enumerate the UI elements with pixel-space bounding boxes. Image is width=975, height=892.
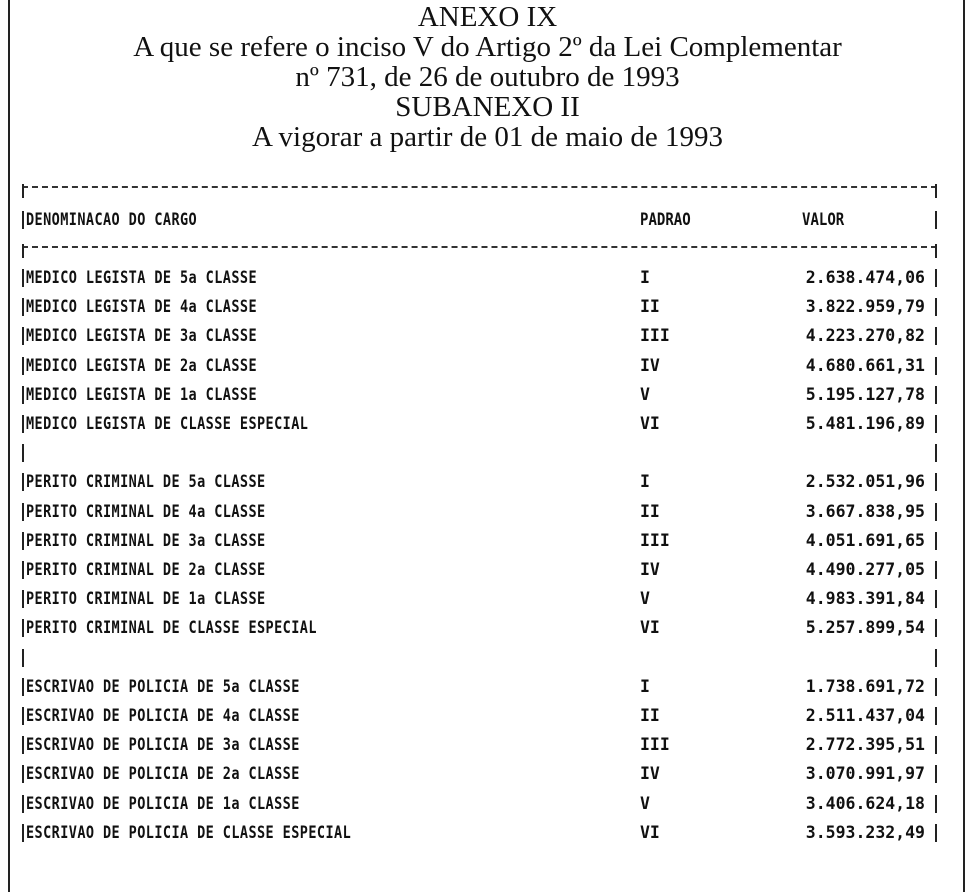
cell-padrao: I <box>640 268 650 287</box>
cell-valor: 3.070.991,97 <box>805 764 925 784</box>
table-row <box>22 295 937 319</box>
cell-padrao: IV <box>640 355 660 375</box>
cell-cargo: MEDICO LEGISTA DE 5a CLASSE <box>26 268 258 287</box>
cell-padrao: IV <box>640 560 660 579</box>
cell-padrao: II <box>640 706 660 725</box>
table-row <box>22 412 937 436</box>
cell-padrao: III <box>640 530 670 550</box>
cell-padrao: VI <box>640 822 660 842</box>
cell-valor: 3.822.959,79 <box>805 297 925 317</box>
table-row <box>22 470 937 494</box>
cell-padrao: II <box>640 501 660 521</box>
cell-padrao: VI <box>640 414 660 433</box>
cell-cargo: MEDICO LEGISTA DE 2a CLASSE <box>26 355 258 375</box>
table-row <box>22 441 937 465</box>
cell-cargo: ESCRIVAO DE POLICIA DE 2a CLASSE <box>26 764 300 784</box>
table-row <box>22 354 937 378</box>
annex-law-date: nº 731, de 26 de outubro de 1993 <box>295 61 680 93</box>
cell-valor: 2.638.474,06 <box>805 268 925 287</box>
table-top-rule <box>22 186 937 188</box>
column-header-padrao: PADRAO <box>640 210 691 229</box>
cell-valor: 4.983.391,84 <box>805 589 925 609</box>
table-header-rule <box>22 246 937 248</box>
table-row <box>22 266 937 290</box>
table-row <box>22 762 937 786</box>
cell-padrao: V <box>640 793 650 813</box>
cell-valor: 4.680.661,31 <box>805 355 925 375</box>
table-row <box>22 821 937 845</box>
cell-valor: 2.772.395,51 <box>805 735 925 755</box>
cell-valor: 4.051.691,65 <box>805 530 925 550</box>
cell-cargo: PERITO CRIMINAL DE CLASSE ESPECIAL <box>26 618 317 638</box>
table-row <box>22 324 937 348</box>
cell-padrao: IV <box>640 764 660 784</box>
cell-valor: 3.406.624,18 <box>805 793 925 813</box>
cell-cargo: PERITO CRIMINAL DE 5a CLASSE <box>26 472 266 492</box>
cell-cargo: ESCRIVAO DE POLICIA DE 1a CLASSE <box>26 793 300 813</box>
cell-cargo: MEDICO LEGISTA DE 3a CLASSE <box>26 326 258 346</box>
cell-padrao: II <box>640 297 660 317</box>
cell-cargo: PERITO CRIMINAL DE 3a CLASSE <box>26 530 266 550</box>
annex-reference: A que se refere o inciso V do Artigo 2º da Lei Complementar <box>133 31 842 63</box>
cell-padrao: V <box>640 589 650 609</box>
cell-valor: 4.490.277,05 <box>805 560 925 579</box>
cell-padrao: III <box>640 326 670 346</box>
effective-date: A vigorar a partir de 01 de maio de 1993 <box>251 121 724 153</box>
cell-cargo: MEDICO LEGISTA DE 4a CLASSE <box>26 297 258 317</box>
table-row <box>22 616 937 640</box>
annex-title: ANEXO IX <box>417 1 558 33</box>
table-header-row <box>22 208 937 232</box>
table-row <box>22 500 937 524</box>
cell-cargo: ESCRIVAO DE POLICIA DE CLASSE ESPECIAL <box>26 822 352 842</box>
cell-cargo: PERITO CRIMINAL DE 2a CLASSE <box>26 560 266 579</box>
column-header-cargo: DENOMINACAO DO CARGO <box>26 210 198 229</box>
cell-cargo: ESCRIVAO DE POLICIA DE 5a CLASSE <box>26 676 300 696</box>
cell-padrao: V <box>640 384 650 404</box>
cell-cargo: PERITO CRIMINAL DE 1a CLASSE <box>26 589 266 609</box>
table-row <box>22 733 937 757</box>
cell-padrao: VI <box>640 618 660 638</box>
table-row <box>22 792 937 816</box>
cell-padrao: I <box>640 676 650 696</box>
cell-cargo: ESCRIVAO DE POLICIA DE 4a CLASSE <box>26 706 300 725</box>
table-row <box>22 529 937 553</box>
cell-padrao: III <box>640 735 670 755</box>
cell-valor: 1.738.691,72 <box>805 676 925 696</box>
table-row <box>22 675 937 699</box>
cell-valor: 5.195.127,78 <box>805 384 925 404</box>
cell-valor: 3.593.232,49 <box>805 822 925 842</box>
cell-valor: 5.481.196,89 <box>805 414 925 433</box>
table-row <box>22 646 937 670</box>
column-header-valor: VALOR <box>802 210 845 229</box>
cell-valor: 4.223.270,82 <box>805 326 925 346</box>
table-row <box>22 558 937 582</box>
cell-cargo: MEDICO LEGISTA DE CLASSE ESPECIAL <box>26 414 309 433</box>
cell-cargo: ESCRIVAO DE POLICIA DE 3a CLASSE <box>26 735 300 755</box>
cell-valor: 3.667.838,95 <box>805 501 925 521</box>
cell-cargo: MEDICO LEGISTA DE 1a CLASSE <box>26 384 258 404</box>
cell-valor: 5.257.899,54 <box>805 618 925 638</box>
table-row <box>22 383 937 407</box>
subannex-title: SUBANEXO II <box>395 91 580 123</box>
cell-valor: 2.532.051,96 <box>805 472 925 492</box>
cell-padrao: I <box>640 472 650 492</box>
table-row <box>22 704 937 728</box>
table-row <box>22 587 937 611</box>
cell-valor: 2.511.437,04 <box>805 706 925 725</box>
document-header <box>0 2 975 152</box>
cell-cargo: PERITO CRIMINAL DE 4a CLASSE <box>26 501 266 521</box>
